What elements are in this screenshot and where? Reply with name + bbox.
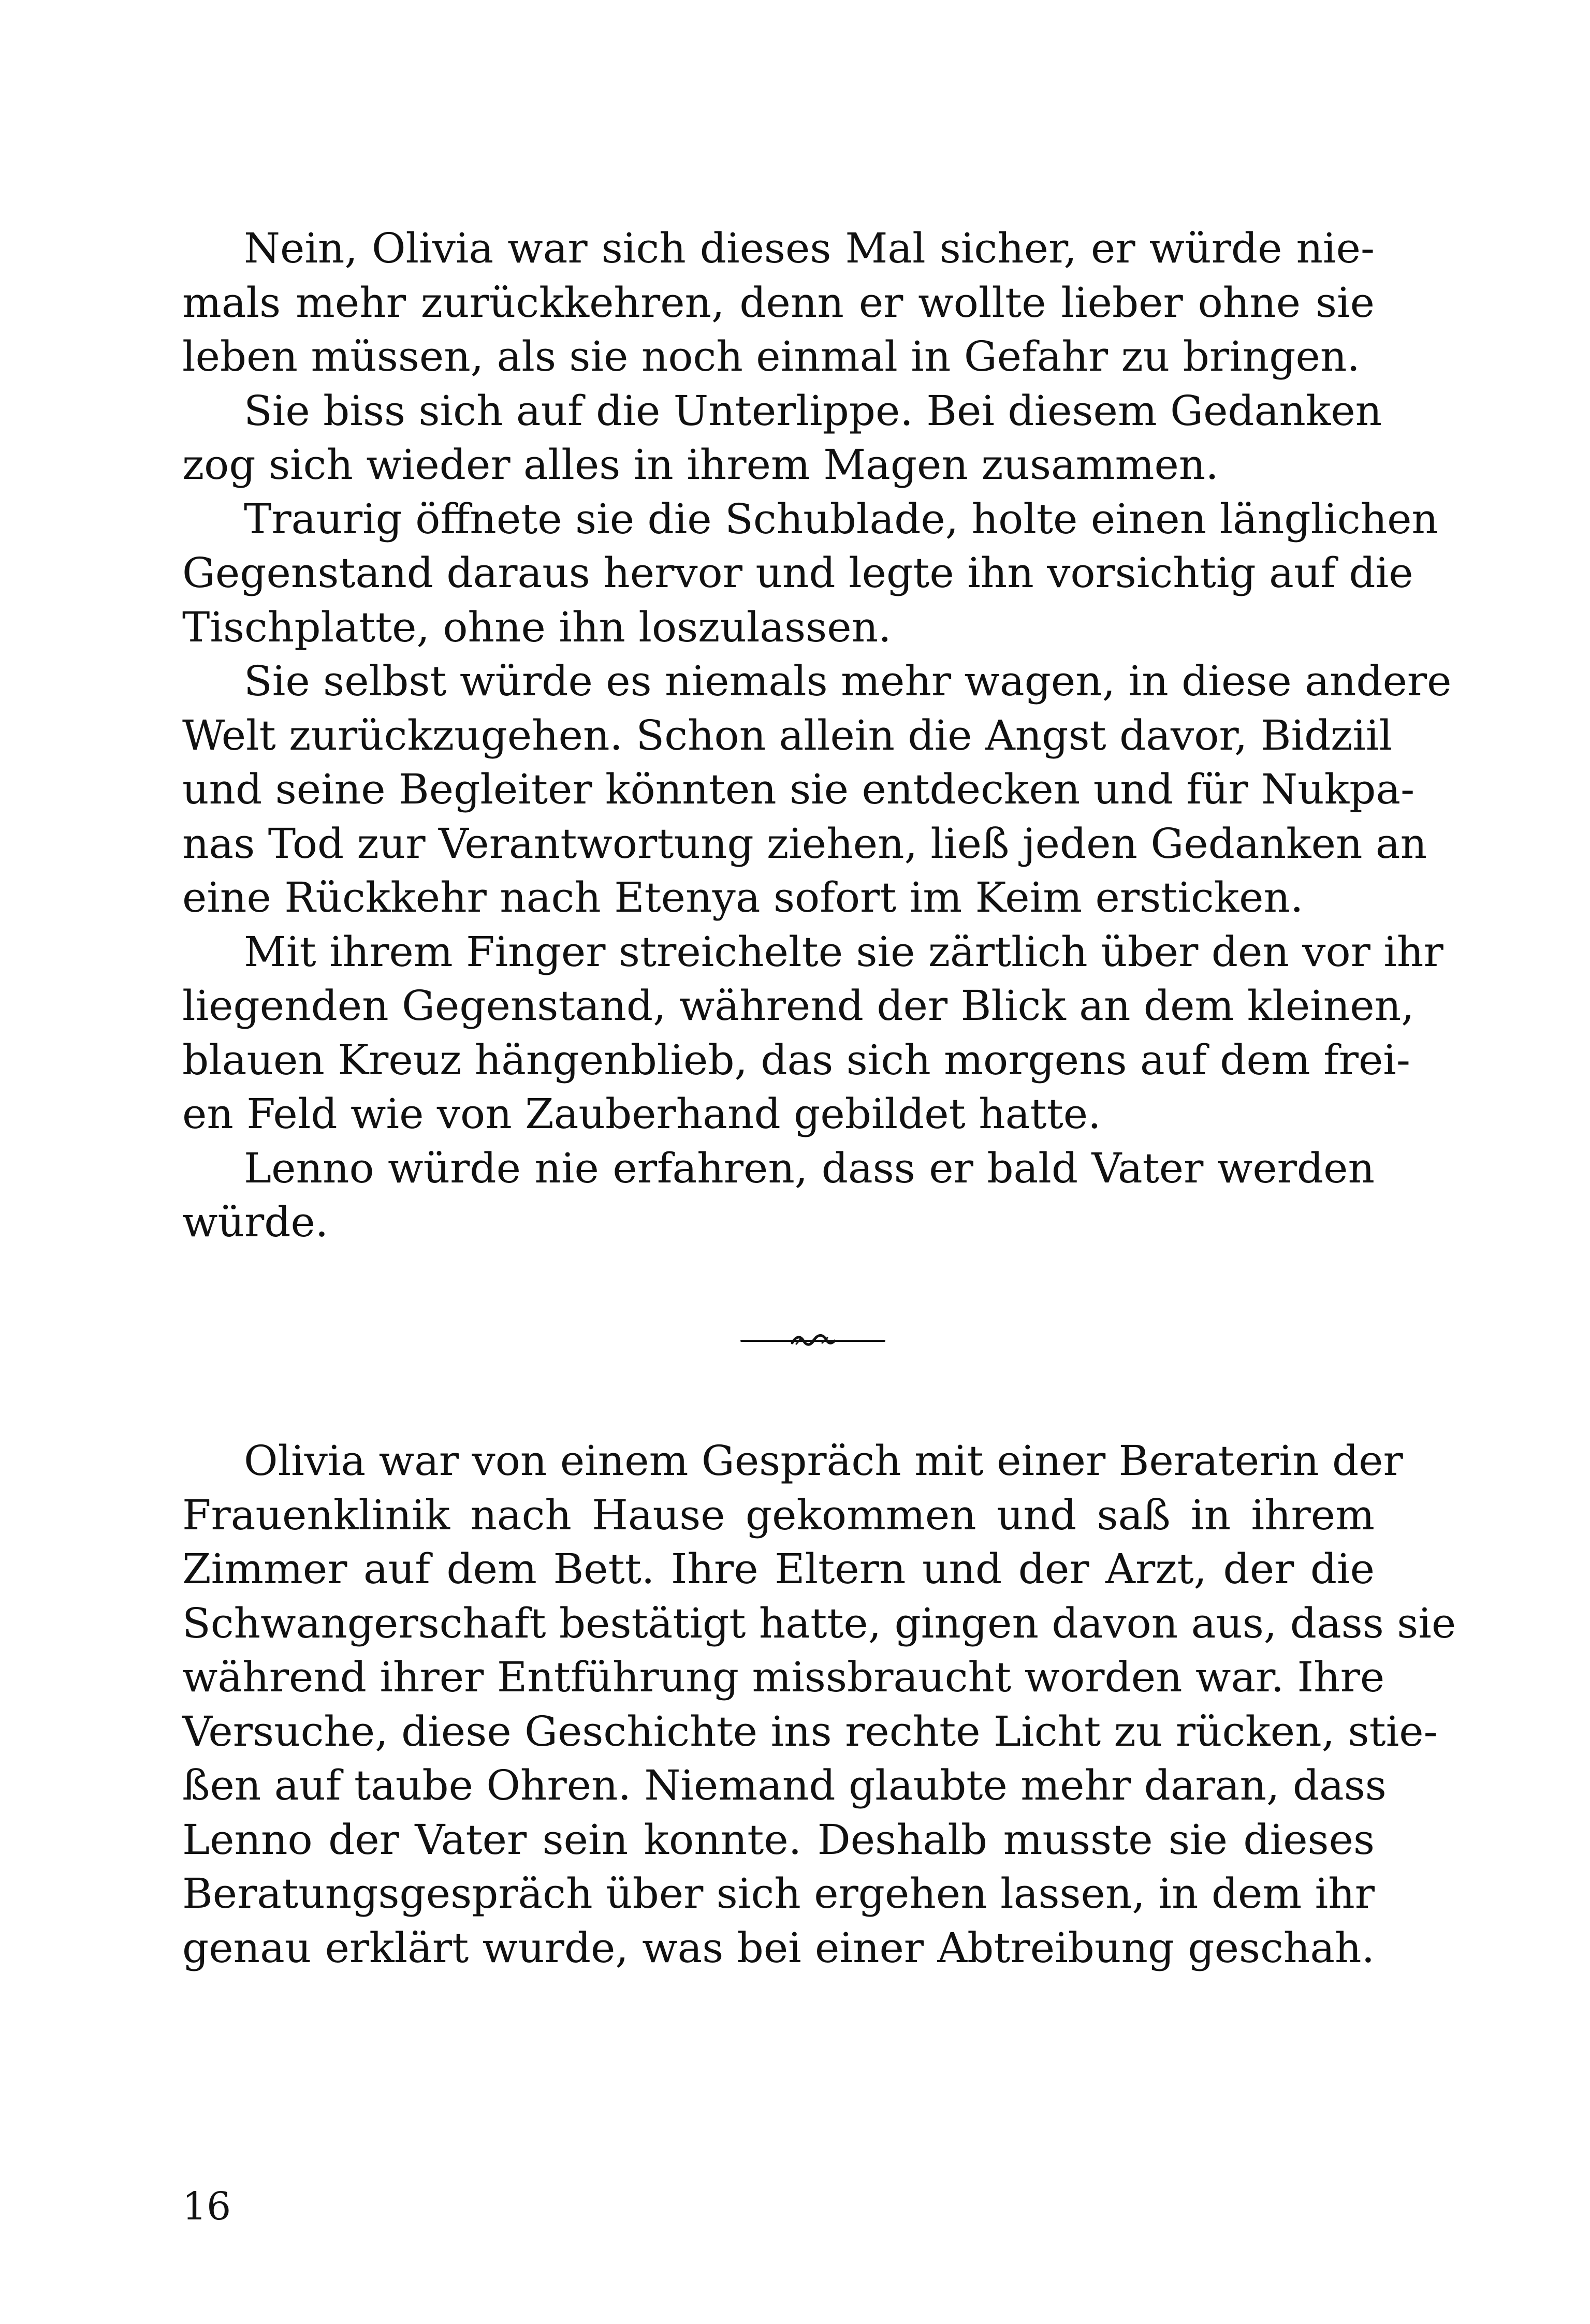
- text-line: liegenden Gegenstand, während der Blick an dem kleinen,: [182, 982, 1414, 1030]
- text-line: Traurig öffnete sie die Schublade, holte einen länglichen: [244, 494, 1438, 543]
- text-line: mals mehr zurückkehren, denn er wollte lieber ohne sie: [182, 278, 1375, 327]
- text-line: Beratungsgespräch über sich ergehen lassen, in dem ihr: [182, 1869, 1375, 1918]
- text-line: Versuche, diese Geschichte ins rechte Licht zu rücken, stie-: [182, 1707, 1438, 1756]
- text-line: Welt zurückzugehen. Schon allein die Angst davor, Bidziil: [182, 711, 1393, 759]
- text-line: ßen auf taube Ohren. Niemand glaubte mehr daran, dass: [182, 1761, 1387, 1809]
- section-2-text: [182, 1434, 1456, 1975]
- text-line: Tischplatte, ohne ihn loszulassen.: [182, 603, 892, 651]
- text-line: en Feld wie von Zauberhand gebildet hatte.: [182, 1090, 1101, 1138]
- text-line: zog sich wieder alles in ihrem Magen zusammen.: [182, 441, 1219, 489]
- text-line: Schwangerschaft bestätigt hatte, gingen davon aus, dass sie: [182, 1599, 1456, 1647]
- section-break-flourish-icon: [740, 1331, 885, 1351]
- text-line: genau erklärt wurde, was bei einer Abtreibung geschah.: [182, 1923, 1375, 1972]
- text-line: Frauenklinik nach Hause gekommen und saß in ihrem: [182, 1490, 1375, 1539]
- text-line: Nein, Olivia war sich dieses Mal sicher, er würde nie-: [244, 224, 1375, 272]
- section-1-text: [182, 222, 1452, 1250]
- text-line: Gegenstand daraus hervor und legte ihn vorsichtig auf die: [182, 549, 1413, 597]
- text-line: eine Rückkehr nach Etenya sofort im Keim ersticken.: [182, 873, 1304, 922]
- text-line: und seine Begleiter könnten sie entdecken und für Nukpa-: [182, 765, 1415, 813]
- text-line: nas Tod zur Verantwortung ziehen, ließ jeden Gedanken an: [182, 819, 1427, 868]
- text-line: während ihrer Entführung missbraucht worden war. Ihre: [182, 1653, 1385, 1701]
- text-line: Sie selbst würde es niemals mehr wagen, in diese andere: [244, 657, 1452, 705]
- text-line: blauen Kreuz hängenblieb, das sich morgens auf dem frei-: [182, 1035, 1410, 1084]
- text-line: Lenno würde nie erfahren, dass er bald Vater werden: [244, 1144, 1375, 1192]
- text-line: leben müssen, als sie noch einmal in Gefahr zu bringen.: [182, 332, 1360, 381]
- text-line: Lenno der Vater sein konnte. Deshalb musste sie dieses: [182, 1815, 1375, 1864]
- page-number: 16: [182, 2184, 231, 2229]
- text-line: Zimmer auf dem Bett. Ihre Eltern und der Arzt, der die: [182, 1545, 1375, 1593]
- text-line: Olivia war von einem Gespräch mit einer Beraterin der: [244, 1437, 1403, 1485]
- text-line: Sie biss sich auf die Unterlippe. Bei diesem Gedanken: [244, 386, 1382, 435]
- text-line: würde.: [182, 1198, 329, 1246]
- text-line: Mit ihrem Finger streichelte sie zärtlich über den vor ihr: [244, 927, 1443, 976]
